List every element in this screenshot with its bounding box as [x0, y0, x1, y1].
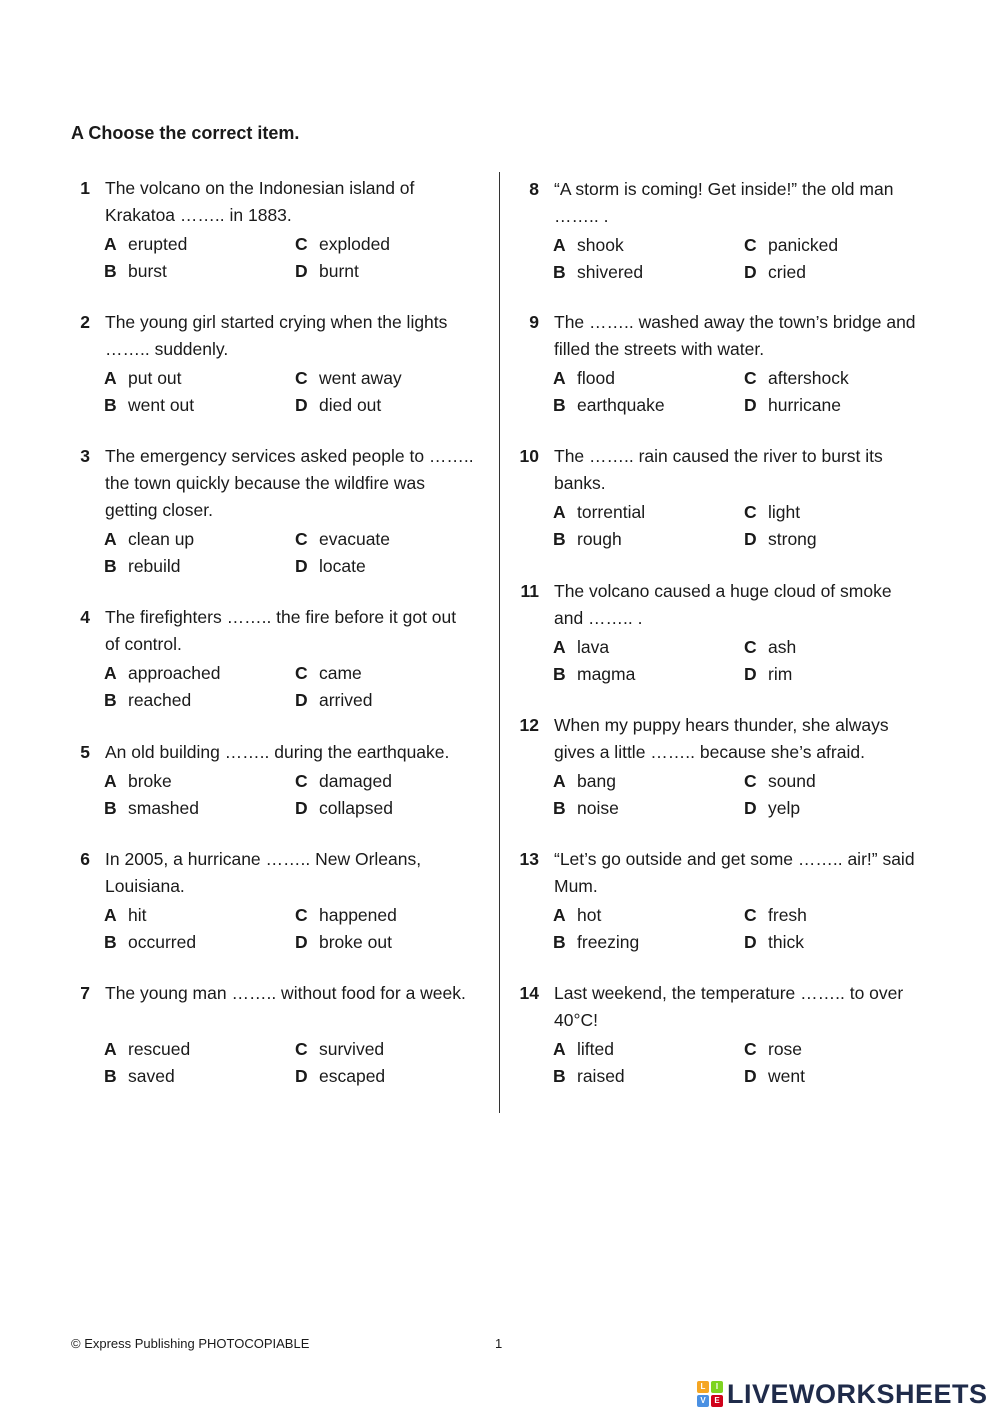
option-text: damaged [319, 771, 392, 791]
option-letter: D [744, 395, 757, 415]
question-number: 1 [80, 178, 90, 198]
option-a[interactable] [553, 768, 616, 795]
option-letter: D [744, 932, 757, 952]
option-b[interactable] [553, 392, 665, 419]
option-text: died out [319, 395, 382, 415]
option-text: clean up [128, 529, 195, 549]
option-letter: A [553, 235, 566, 255]
option-d[interactable] [295, 1063, 385, 1090]
page-number: 1 [495, 1336, 503, 1351]
option-text: burst [128, 261, 167, 281]
option-c[interactable] [744, 365, 849, 392]
option-letter: D [744, 1066, 757, 1086]
option-a[interactable] [553, 1036, 614, 1063]
question-number: 7 [80, 983, 90, 1003]
option-letter: C [744, 637, 757, 657]
option-text: came [319, 663, 362, 683]
option-text: escaped [319, 1066, 386, 1086]
logo-letter: L [697, 1381, 709, 1393]
question-number: 12 [519, 715, 539, 735]
option-b[interactable] [104, 795, 199, 822]
option-letter: C [744, 235, 757, 255]
question-text: The …….. washed away the town’s bridge and filled the streets with water. [554, 312, 916, 359]
question-number: 2 [80, 312, 90, 332]
option-letter: B [104, 798, 117, 818]
option-c[interactable] [744, 768, 816, 795]
option-letter: D [295, 932, 308, 952]
option-letter: C [295, 771, 308, 791]
option-d[interactable] [744, 795, 800, 822]
option-d[interactable] [295, 929, 392, 956]
option-text: broke out [319, 932, 392, 952]
option-text: noise [577, 798, 619, 818]
option-b[interactable] [104, 258, 167, 285]
option-c[interactable] [295, 365, 402, 392]
copyright-text: © Express Publishing PHOTOCOPIABLE [71, 1336, 310, 1351]
option-d[interactable] [295, 258, 359, 285]
option-text: torrential [577, 502, 646, 522]
option-letter: A [104, 663, 117, 683]
option-letter: B [104, 1066, 117, 1086]
option-letter: B [104, 556, 117, 576]
option-letter: A [104, 368, 117, 388]
question-text: The emergency services asked people to …….. the town quickly because the wildfire was getting closer. [105, 446, 474, 520]
option-text: evacuate [319, 529, 391, 549]
option-text: survived [319, 1039, 385, 1059]
option-a[interactable] [553, 634, 609, 661]
option-text: yelp [768, 798, 801, 818]
option-text: ash [768, 637, 797, 657]
option-letter: C [295, 368, 308, 388]
option-letter: C [295, 1039, 308, 1059]
option-text: shook [577, 235, 624, 255]
option-letter: A [553, 1039, 566, 1059]
option-b[interactable] [553, 795, 619, 822]
option-a[interactable] [553, 365, 615, 392]
question-number: 10 [519, 446, 539, 466]
option-c[interactable] [295, 1036, 384, 1063]
option-text: broke [128, 771, 172, 791]
option-text: hit [128, 905, 147, 925]
option-d[interactable] [744, 526, 817, 553]
option-a[interactable] [553, 232, 624, 259]
option-letter: D [295, 690, 308, 710]
option-letter: A [553, 502, 566, 522]
option-a[interactable] [104, 365, 182, 392]
question-text: The volcano on the Indonesian island of Krakatoa …….. in 1883. [105, 178, 415, 225]
question-number: 4 [80, 607, 90, 627]
option-letter: A [104, 529, 117, 549]
option-text: magma [577, 664, 636, 684]
question-text: When my puppy hears thunder, she always gives a little …….. because she’s afraid. [554, 715, 889, 762]
option-a[interactable] [104, 768, 172, 795]
question-text: The young man …….. without food for a week. [105, 983, 466, 1003]
option-c[interactable] [744, 499, 800, 526]
option-letter: C [744, 905, 757, 925]
option-text: strong [768, 529, 817, 549]
option-c[interactable] [295, 526, 390, 553]
option-letter: B [104, 261, 117, 281]
option-b[interactable] [104, 929, 196, 956]
option-letter: B [553, 395, 566, 415]
option-text: lifted [577, 1039, 614, 1059]
option-b[interactable] [553, 1063, 625, 1090]
question-text: The volcano caused a huge cloud of smoke and …….. . [554, 581, 892, 628]
option-c[interactable] [295, 768, 392, 795]
option-text: shivered [577, 262, 644, 282]
option-letter: D [295, 395, 308, 415]
option-b[interactable] [553, 259, 643, 286]
option-letter: A [553, 905, 566, 925]
option-text: earthquake [577, 395, 665, 415]
option-letter: D [295, 261, 308, 281]
option-a[interactable] [553, 499, 645, 526]
option-letter: C [744, 368, 757, 388]
option-letter: B [104, 690, 117, 710]
option-b[interactable] [104, 553, 181, 580]
option-text: went out [128, 395, 195, 415]
option-letter: D [744, 262, 757, 282]
option-letter: C [744, 502, 757, 522]
option-text: cried [768, 262, 806, 282]
option-letter: B [553, 262, 566, 282]
option-c[interactable] [744, 634, 796, 661]
option-text: hurricane [768, 395, 841, 415]
option-d[interactable] [744, 1063, 805, 1090]
option-text: collapsed [319, 798, 393, 818]
option-text: rose [768, 1039, 803, 1059]
option-d[interactable] [744, 929, 804, 956]
option-letter: B [104, 932, 117, 952]
question-number: 11 [520, 581, 539, 601]
question-text: Last weekend, the temperature …….. to over 40°C! [554, 983, 904, 1030]
option-letter: B [553, 1066, 566, 1086]
option-letter: B [553, 529, 566, 549]
option-letter: D [295, 798, 308, 818]
option-text: fresh [768, 905, 807, 925]
option-text: smashed [128, 798, 200, 818]
option-text: locate [319, 556, 366, 576]
option-text: light [768, 502, 801, 522]
question-text: “A storm is coming! Get inside!” the old man …….. . [554, 179, 894, 226]
option-d[interactable] [295, 687, 373, 714]
question-text: The firefighters …….. the fire before it got out of control. [105, 607, 457, 654]
column-divider [499, 172, 500, 1113]
question-number: 5 [80, 742, 90, 762]
option-letter: C [744, 1039, 757, 1059]
option-a[interactable] [104, 902, 146, 929]
option-letter: A [104, 1039, 117, 1059]
question-text: An old building …….. during the earthquake. [105, 742, 450, 762]
option-letter: B [553, 932, 566, 952]
option-text: arrived [319, 690, 373, 710]
question-text: The young girl started crying when the lights …….. suddenly. [105, 312, 448, 359]
question-number: 8 [529, 179, 539, 199]
option-text: occurred [128, 932, 197, 952]
option-text: rebuild [128, 556, 181, 576]
option-d[interactable] [295, 392, 381, 419]
liveworksheets-logo[interactable] [697, 1378, 988, 1410]
option-text: rim [768, 664, 793, 684]
question-number: 6 [80, 849, 90, 869]
option-letter: A [104, 771, 117, 791]
option-letter: B [104, 395, 117, 415]
question-text: “Let’s go outside and get some …….. air!” said Mum. [554, 849, 915, 896]
option-letter: C [744, 771, 757, 791]
option-text: approached [128, 663, 221, 683]
option-a[interactable] [104, 660, 220, 687]
option-text: put out [128, 368, 182, 388]
question-text: The …….. rain caused the river to burst its banks. [554, 446, 883, 493]
logo-text: LIVEWORKSHEETS [727, 1378, 988, 1409]
option-text: rough [577, 529, 622, 549]
option-d[interactable] [295, 795, 393, 822]
option-a[interactable] [104, 526, 194, 553]
option-letter: C [295, 234, 308, 254]
option-c[interactable] [744, 232, 838, 259]
option-c[interactable] [744, 902, 807, 929]
option-letter: B [553, 664, 566, 684]
option-letter: D [744, 529, 757, 549]
option-d[interactable] [744, 661, 792, 688]
question-number: 13 [519, 849, 539, 869]
logo-icon [697, 1381, 723, 1407]
option-letter: D [295, 556, 308, 576]
option-text: happened [319, 905, 397, 925]
option-letter: C [295, 663, 308, 683]
logo-letter: I [711, 1381, 723, 1393]
option-letter: A [553, 771, 566, 791]
option-d[interactable] [744, 259, 806, 286]
option-letter: B [553, 798, 566, 818]
option-text: thick [768, 932, 804, 952]
option-letter: C [295, 529, 308, 549]
option-letter: A [104, 905, 117, 925]
option-text: aftershock [768, 368, 849, 388]
option-letter: A [104, 234, 117, 254]
question-number: 14 [519, 983, 539, 1003]
option-b[interactable] [553, 661, 635, 688]
option-text: went away [319, 368, 402, 388]
option-b[interactable] [104, 1063, 175, 1090]
option-text: lava [577, 637, 610, 657]
option-text: raised [577, 1066, 625, 1086]
option-c[interactable] [295, 231, 390, 258]
question-number: 9 [529, 312, 539, 332]
option-b[interactable] [104, 392, 194, 419]
logo-letter: E [711, 1395, 723, 1407]
option-a[interactable] [104, 231, 187, 258]
option-a[interactable] [553, 902, 601, 929]
option-text: went [768, 1066, 805, 1086]
option-text: saved [128, 1066, 175, 1086]
option-c[interactable] [295, 902, 397, 929]
option-letter: A [553, 368, 566, 388]
option-b[interactable] [553, 929, 639, 956]
logo-letter: V [697, 1395, 709, 1407]
option-letter: D [295, 1066, 308, 1086]
option-letter: A [553, 637, 566, 657]
option-text: panicked [768, 235, 839, 255]
option-b[interactable] [553, 526, 622, 553]
option-a[interactable] [104, 1036, 190, 1063]
question-text: In 2005, a hurricane …….. New Orleans, Louisiana. [105, 849, 422, 896]
option-text: reached [128, 690, 192, 710]
option-c[interactable] [295, 660, 362, 687]
option-text: freezing [577, 932, 640, 952]
option-text: burnt [319, 261, 359, 281]
option-letter: D [744, 664, 757, 684]
option-text: exploded [319, 234, 391, 254]
option-c[interactable] [744, 1036, 802, 1063]
option-letter: C [295, 905, 308, 925]
option-letter: D [744, 798, 757, 818]
option-d[interactable] [744, 392, 841, 419]
option-text: erupted [128, 234, 188, 254]
exercise-title: A Choose the correct item. [71, 123, 300, 143]
option-b[interactable] [104, 687, 191, 714]
option-text: flood [577, 368, 615, 388]
option-text: rescued [128, 1039, 191, 1059]
option-text: sound [768, 771, 816, 791]
option-d[interactable] [295, 553, 366, 580]
option-text: bang [577, 771, 616, 791]
question-number: 3 [80, 446, 90, 466]
option-text: hot [577, 905, 602, 925]
